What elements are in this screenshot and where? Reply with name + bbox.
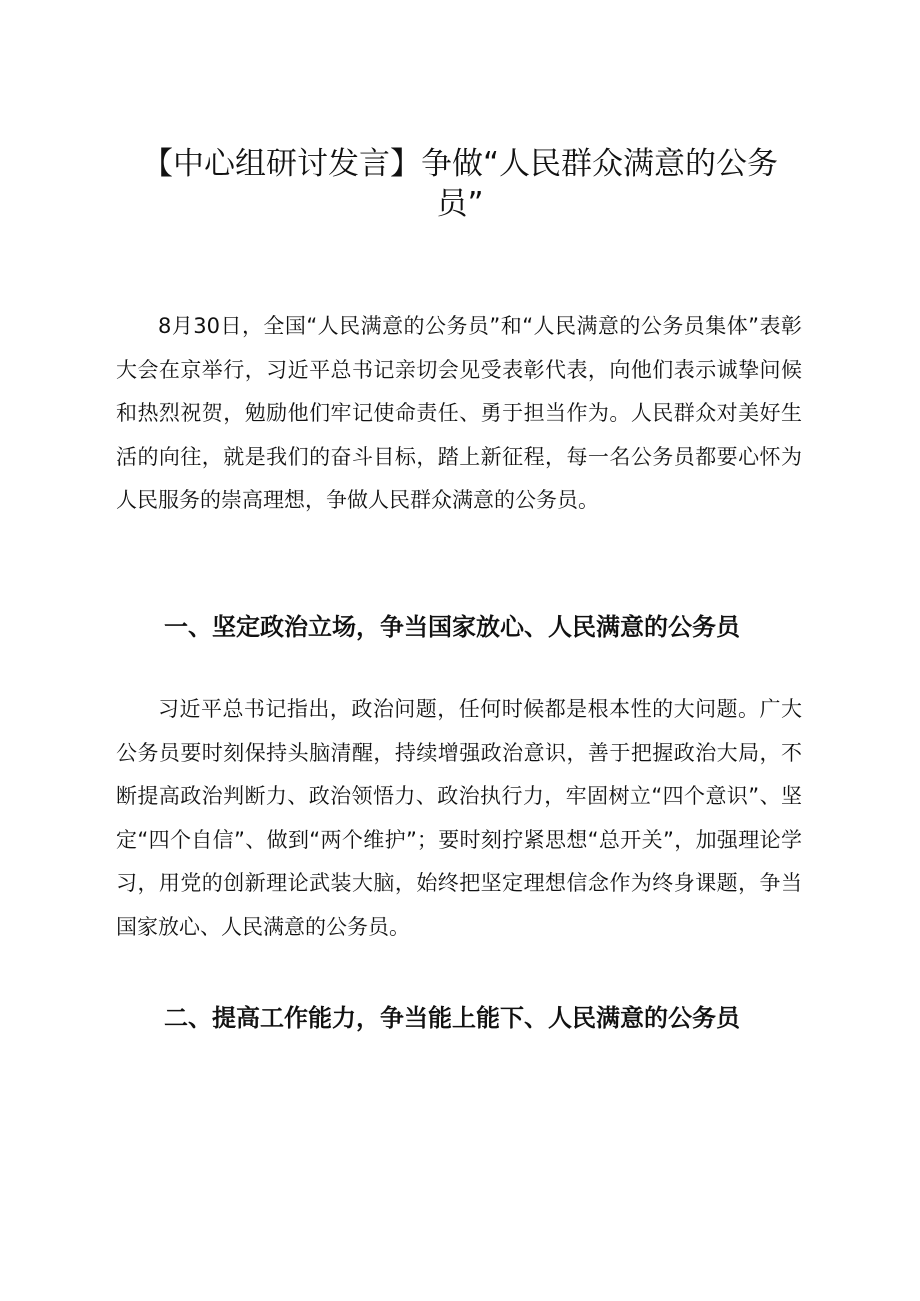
section-heading-2: 二、提高工作能力，争当能上能下、人民满意的公务员	[164, 1004, 740, 1032]
section-body-1: 习近平总书记指出，政治问题，任何时候都是根本性的大问题。广大公务员要时刻保持头脑清醒，持续增强政治意识，善于把握政治大局，不断提高政治判断力、政治领悟力、政治执行力，牢固树立“四个意识”、坚定“四个自信”、做到“两个维护”；要时刻拧紧思想“总开关”，加强理论学习，用党的创新理论武装大脑，始终把坚定理想信念作为终身课题，争当国家放心、人民满意的公务员。	[116, 697, 802, 939]
intro-paragraph: 8月30日，全国“人民满意的公务员”和“人民满意的公务员集体”表彰大会在京举行，习近平总书记亲切会见受表彰代表，向他们表示诚挚问候和热烈祝贺，勉励他们牢记使命责任、勇于担当作为。人民群众对美好生活的向往，就是我们的奋斗目标，踏上新征程，每一名公务员都要心怀为人民服务的崇高理想，争做人民群众满意的公务员。	[116, 314, 802, 513]
section-heading-1: 一、坚定政治立场，争当国家放心、人民满意的公务员	[164, 613, 740, 641]
document-title: 【中心组研讨发言】争做“人民群众满意的公务员”	[141, 146, 779, 222]
